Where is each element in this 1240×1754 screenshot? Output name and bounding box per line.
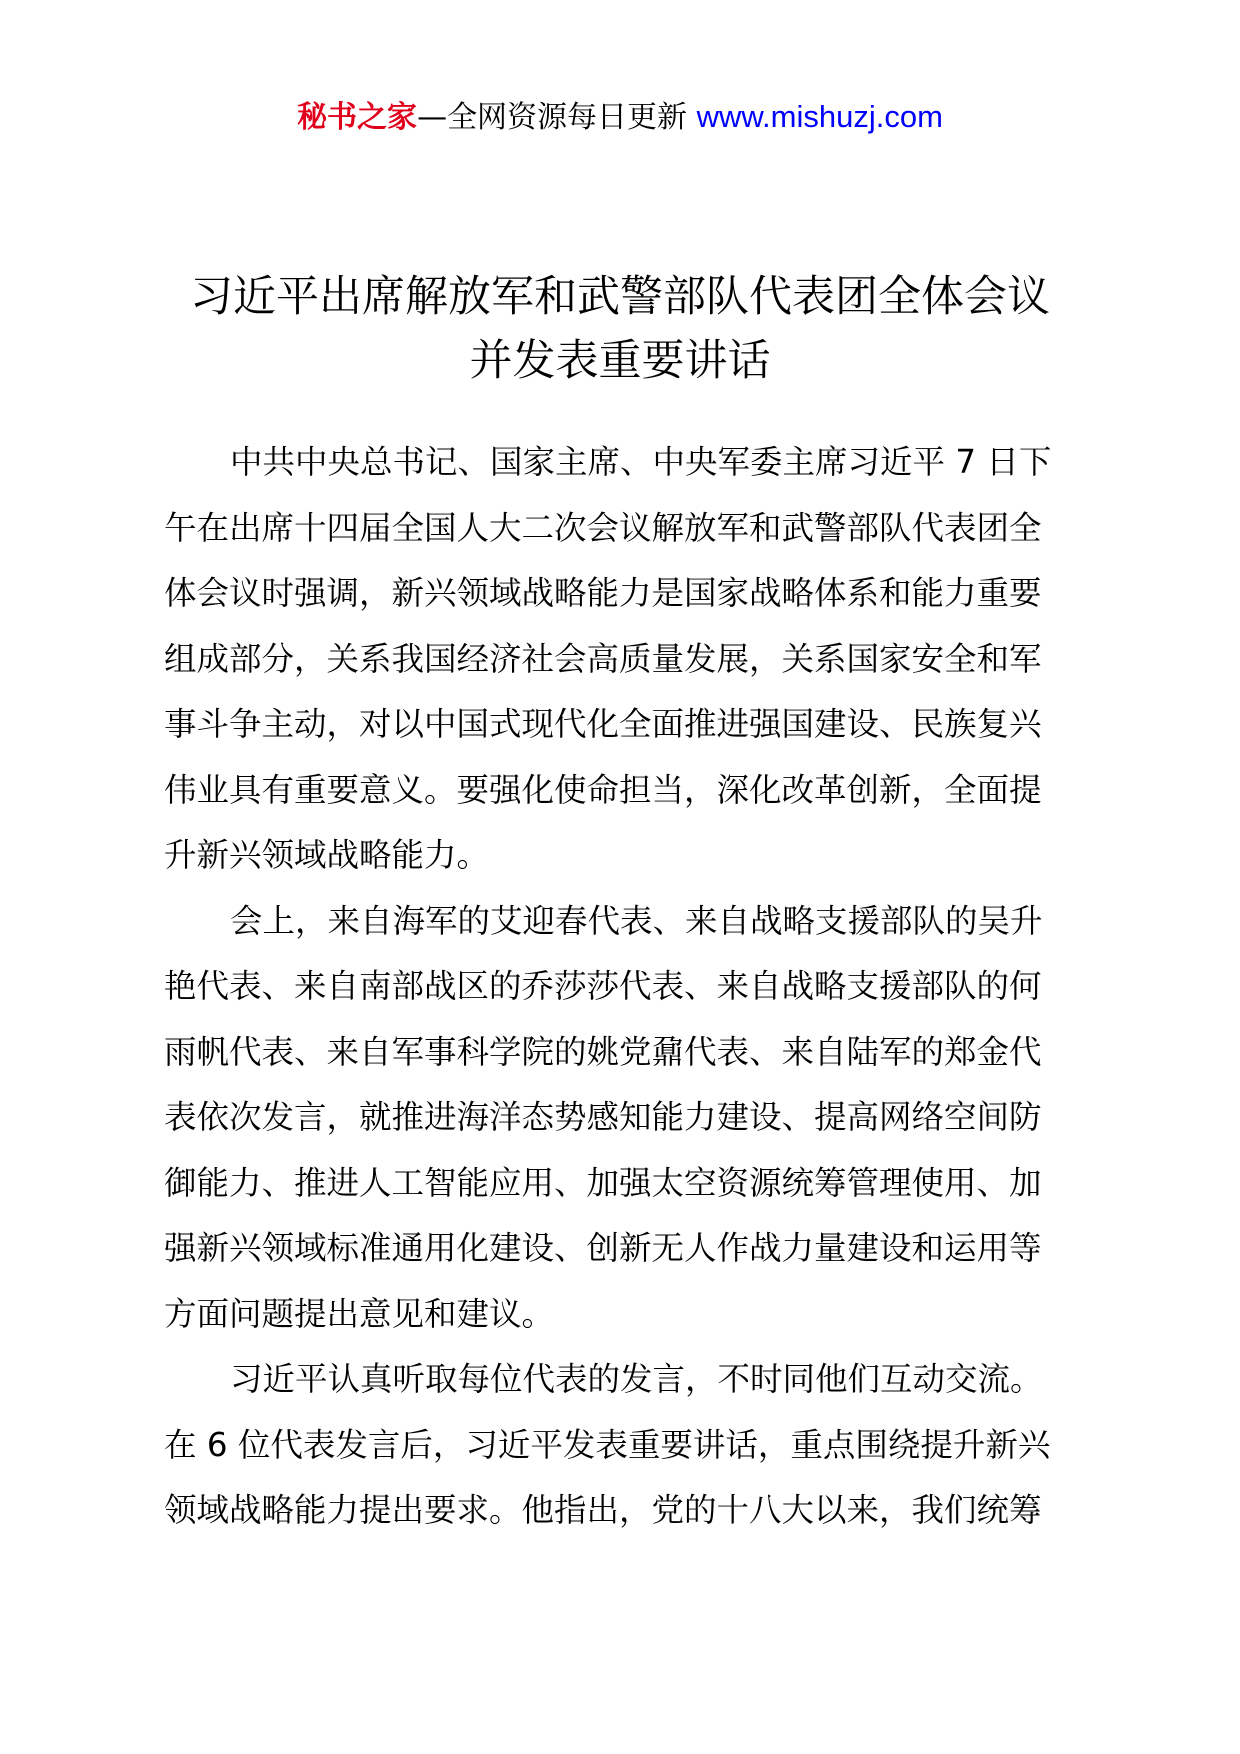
text-line: 雨帆代表、来自军事科学院的姚党鼐代表、来自陆军的郑金代 xyxy=(164,1032,1042,1071)
text-line: 伟业具有重要意义。要强化使命担当，深化改革创新，全面提 xyxy=(164,770,1042,809)
text-line: 组成部分，关系我国经济社会高质量发展，关系国家安全和军 xyxy=(164,639,1042,678)
text-line: 事斗争主动，对以中国式现代化全面推进强国建设、民族复兴 xyxy=(164,705,1042,743)
text-line: 升新兴领域战略能力。 xyxy=(164,836,490,874)
title-line: 并发表重要讲话 xyxy=(469,335,771,386)
text-line: 强新兴领域标准通用化建设、创新无人作战力量建设和运用等 xyxy=(164,1229,1042,1267)
paragraph-1 xyxy=(164,430,1076,889)
text-line: 艳代表、来自南部战区的乔莎莎代表、来自战略支援部队的何 xyxy=(164,967,1042,1005)
text-line: 中共中央总书记、国家主席、中央军委主席习近平 7 日下 xyxy=(230,443,1052,481)
paragraph-2 xyxy=(164,889,1076,1348)
text-line: 在 6 位代表发言后，习近平发表重要讲话，重点围绕提升新兴 xyxy=(164,1425,1051,1464)
site-url-link[interactable]: www.mishuzj.com xyxy=(696,99,943,134)
paragraph-3 xyxy=(164,1347,1076,1544)
document-body xyxy=(164,430,1076,1544)
text-line: 领域战略能力提出要求。他指出，党的十八大以来，我们统筹 xyxy=(164,1491,1042,1529)
text-line: 御能力、推进人工智能应用、加强太空资源统筹管理使用、加 xyxy=(164,1163,1042,1202)
title-line: 习近平出席解放军和武警部队代表团全体会议 xyxy=(190,271,1050,322)
text-line: 午在出席十四届全国人大二次会议解放军和武警部队代表团全 xyxy=(164,508,1042,547)
document-title xyxy=(160,265,1080,393)
site-tagline: —全网资源每日更新 xyxy=(417,100,688,135)
site-header xyxy=(0,97,1240,138)
text-line: 体会议时强调，新兴领域战略能力是国家战略体系和能力重要 xyxy=(164,574,1042,612)
site-brand: 秘书之家 xyxy=(297,100,418,135)
text-line: 会上，来自海军的艾迎春代表、来自战略支援部队的吴升 xyxy=(230,901,1043,940)
text-line: 表依次发言，就推进海洋态势感知能力建设、提高网络空间防 xyxy=(164,1098,1042,1136)
text-line: 习近平认真听取每位代表的发言，不时同他们互动交流。 xyxy=(230,1360,1043,1398)
text-line: 方面问题提出意见和建议。 xyxy=(164,1294,555,1333)
